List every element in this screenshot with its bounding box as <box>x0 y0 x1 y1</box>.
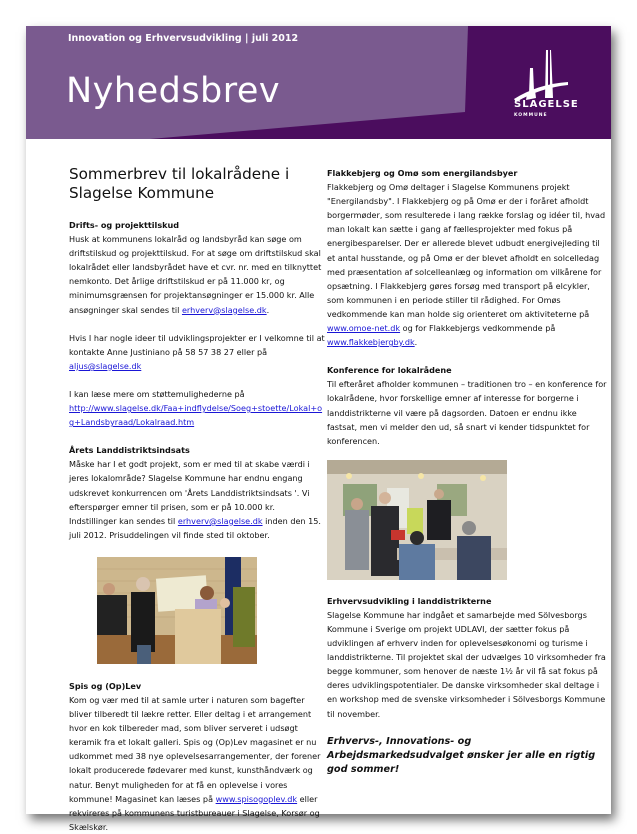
newsletter-page <box>26 26 611 832</box>
section-heading: Årets Landdistriktsindsats <box>69 445 190 456</box>
email-link[interactable]: erhverv@slagelse.dk <box>177 515 263 526</box>
section-energilandsbyer <box>327 166 607 349</box>
section-award <box>69 443 325 542</box>
section-more-info <box>69 387 325 429</box>
section-body: Flakkebjerg og Omø deltager i Slagelse Kommunens projekt "Energilandsby". I Flakkebjerg og på Omø er der i foråret afholdt borgermøder, som resulterede i lang række forslag og idéer til, hvad man lokalt kan sætte i gang af fællesprojekter med fokus på energibesparelser. Der er allerede blevet udbudt energivejleding til et antal husstande, og på Omø er der blevet afholdt en solcelledag med præsentation af solcelleanlæg og information om vilkårene for opsætning. I Flakkebjerg gøres forsøg med transport på elcykler, som kommunen i en periode stiller til rådighed. For Omøs vedkommende kan man holde sig orienteret om aktiviteterne på www.omoe-net.dk og for Flakkebjergs vedkommende på www.flakkebjergby.dk. <box>327 182 606 348</box>
section-spis-oplev <box>69 679 325 834</box>
award-photo-image <box>97 557 257 664</box>
url-link[interactable]: www.spisogoplev.dk <box>215 793 298 804</box>
email-link[interactable]: aljus@slagelse.dk <box>69 360 142 371</box>
section-heading: Drifts- og projekttilskud <box>69 220 180 230</box>
right-column <box>327 166 607 778</box>
url-link[interactable]: www.flakkebjergby.dk <box>327 337 415 348</box>
left-column <box>69 165 325 834</box>
section-body: Kom og vær med til at samle urter i naturen som bagefter bliver tilberedt til lækre retter. Eller deltag i et arrangement hvor en kok tilbereder mad, som bliver serveret i udsøgt keramik fra et lokalt galleri. Spis og (Op)Lev magasinet er nu udkommet med 38 nye oplevelsesarrangementer, der forener lokalt producerede fødevarer med kunst, kunsthåndværk og natur. Benyt muligheden for at få en oplevelse i vores kommune! Magasinet kan læses på www.spisogoplev.dk eller rekvireres på kommunens turistbureauer i Slagelse, Korsør og Skælskør. <box>69 694 321 832</box>
issue-line: Innovation og Erhvervsudvikling | juli 2012 <box>68 33 299 44</box>
photo-conference <box>327 460 507 580</box>
article-title: Sommerbrev til lokalrådene i Slagelse Kommune <box>69 165 290 202</box>
header-banner <box>26 26 611 139</box>
section-drift <box>69 218 325 317</box>
section-erhvervsudvikling <box>327 594 607 721</box>
section-body: Slagelse Kommune har indgået et samarbejde med Sölvesborgs Kommune i Sverige om projekt UDLAVI, der sætter fokus på udviklingen af erhverv inden for oplevelsesøkonomi og turisme i landdistrikterne. Til projektet skal der udvælges 10 virksomheder fra begge kommuner, som henover de næste 1½ år vil få sat fokus på deres udviklingspotentialer. De danske virksomheder skal deltage i en workshop med de svenske virksomheder i Sölvesborgs Kommune til november. <box>327 609 606 719</box>
section-body: Til efteråret afholder kommunen – traditionen tro – en konference for lokalrådene, hvor forskellige emner af interesse for borgerne i landdistrikterne vil være på dagsorden. Datoen er endnu ikke fastsat, men vi melder den ud, så snart vi kender tidspunktet for konferencen. <box>327 379 607 446</box>
email-link[interactable]: erhverv@slagelse.dk <box>181 304 267 315</box>
logo-name: SLAGELSE <box>514 99 579 110</box>
section-body: Måske har I et godt projekt, som er med til at skabe værdi i jeres lokalområde? Slagelse Kommune har endnu engang udskrevet konkurrencen om 'Årets Landdistriktsindsats '. Vi efterspørger emner til prisen, som er på 10.000 kr. Indstillinger kan sendes til erhverv@slagelse.dk inden den 15. juli 2012. Prisuddelingen vil finde sted til oktober. <box>69 459 322 540</box>
closing-greeting: Erhvervs-, Innovations- og Arbejdsmarkedsudvalget ønsker jer alle en rigtig god sommer! <box>327 735 596 776</box>
url-link[interactable]: www.omoe-net.dk <box>327 323 401 334</box>
section-body: I kan læse mere om støttemulighederne på http://www.slagelse.dk/Faa+indflydelse/Soeg+stoette/Lokal+og+Landsbyraad/Lokalraad.htm <box>69 388 323 428</box>
masthead-title: Nyhedsbrev <box>66 71 281 111</box>
section-heading: Spis og (Op)Lev <box>69 680 142 691</box>
section-konference <box>327 363 607 448</box>
section-contact <box>69 331 325 373</box>
logo-subtitle: KOMMUNE <box>514 113 548 118</box>
section-body: Hvis I har nogle ideer til udviklingsprojekter er I velkomne til at kontakte Anne Justiniano på 58 57 38 27 eller på aljus@slagelse.dk <box>69 332 325 371</box>
url-link[interactable]: http://www.slagelse.dk/Faa+indflydelse/Soeg+stoette/Lokal+og+Landsbyraad/Lokalraad.htm <box>69 403 323 428</box>
conference-photo-image <box>327 460 507 580</box>
section-body: Husk at kommunens lokalråd og landsbyråd kan søge om driftstilskud og projekttilskud. For at søge om driftstilskud skal lokalrådet eller landsbyrådet have et cvr. nr. med en tilknyttet nemkonto. Det årlige driftstilskud er på 11.000 kr, og minimumsgrænsen for projektansøgninger er 15.000 kr. Alle ansøgninger skal sendes til erhverv@slagelse.dk. <box>69 234 322 315</box>
section-heading: Erhvervsudvikling i landdistrikterne <box>327 595 492 606</box>
section-heading: Flakkebjerg og Omø som energilandsbyer <box>327 168 518 178</box>
section-heading: Konference for lokalrådene <box>327 365 452 376</box>
photo-award-ceremony <box>97 557 257 664</box>
